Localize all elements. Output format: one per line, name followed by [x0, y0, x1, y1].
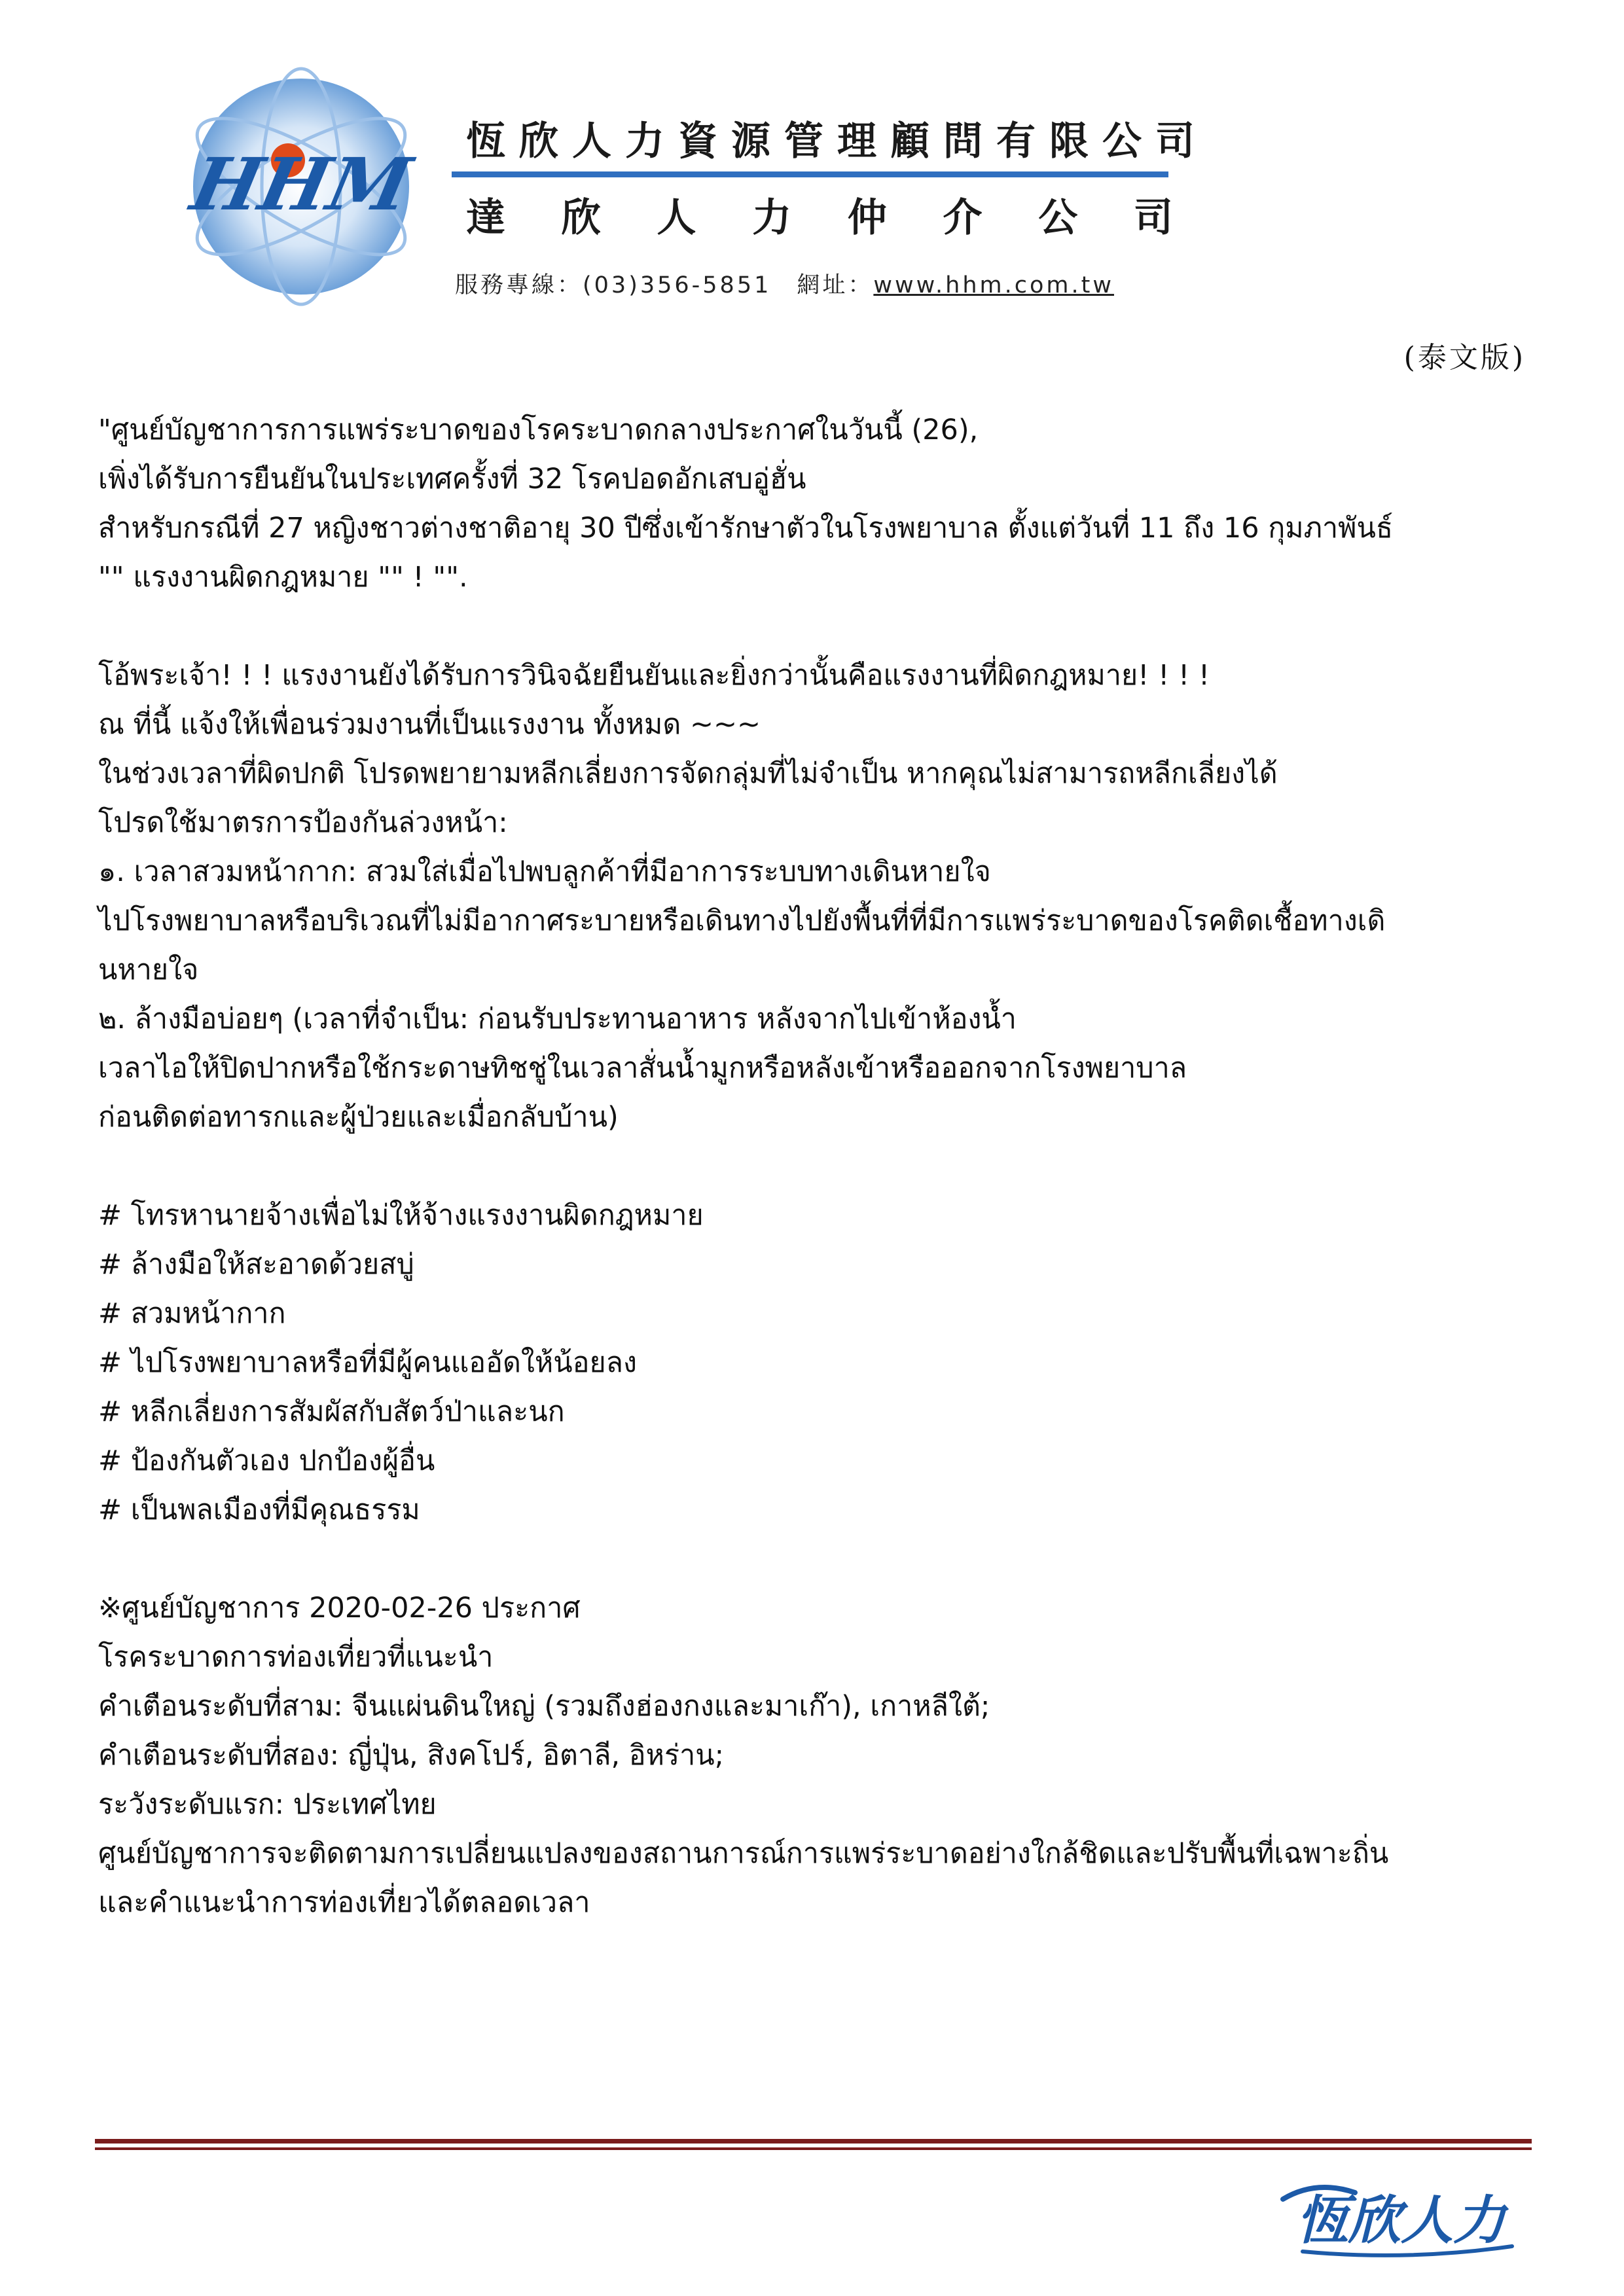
- agency-name-char: 力: [752, 195, 792, 241]
- body-line: สำหรับกรณีที่ 27 หญิงชาวต่างชาติอายุ 30 ปีซึ่งเข้ารักษาตัวในโรงพยาบาล ตั้งแต่วันที่ 11 ถึง 16 กุมภาพันธ์: [98, 512, 1394, 545]
- body-line: เวลาไอให้ปิดปากหรือใช้กระดาษทิชชู่ในเวลาสั่นน้ำมูกหรือหลังเข้าหรือออกจากโรงพยาบาล: [98, 1052, 1187, 1085]
- body-line: ※ศูนย์บัญชาการ 2020-02-26 ประกาศ: [98, 1592, 581, 1624]
- body-line: นหายใจ: [98, 954, 199, 986]
- body-line: ระวังระดับแรก: ประเทศไทย: [98, 1788, 437, 1821]
- agency-name-char: 公: [1038, 195, 1078, 241]
- body-line: โปรดใช้มาตรการป้องกันล่วงหน้า:: [98, 806, 508, 839]
- body-line: โรคระบาดการท่องเที่ยวที่แนะนำ: [98, 1641, 494, 1674]
- body-line: "ศูนย์บัญชาการการแพร่ระบาดของโรคระบาดกลางประกาศในวันนี้ (26),: [98, 414, 979, 446]
- body-line: ในช่วงเวลาที่ผิดปกติ โปรดพยายามหลีกเลี่ยงการจัดกลุ่มที่ไม่จำเป็น หากคุณไม่สามารถหลีกเลี่ยงได้: [98, 757, 1278, 790]
- website-link[interactable]: www.hhm.com.tw: [873, 272, 1114, 298]
- company-name: 恆欣人力資源管理顧問有限公司: [466, 118, 1208, 164]
- body-line: # สวมหน้ากาก: [98, 1297, 286, 1330]
- body-line: # ไปโรงพยาบาลหรือที่มีผู้คนแออัดให้น้อยลง: [98, 1346, 637, 1379]
- header-divider: [452, 171, 1168, 177]
- footer-logo: [1276, 2173, 1525, 2265]
- body-line: เพิ่งได้รับการยืนยันในประเทศครั้งที่ 32 โรคปอดอักเสบอู่ฮั่น: [98, 463, 806, 495]
- footer-logo-text: 恆欣人力: [1296, 2190, 1506, 2251]
- body-line: และคำแนะนำการท่องเที่ยวได้ตลอดเวลา: [98, 1886, 590, 1919]
- body-line: คำเตือนระดับที่สอง: ญี่ปุ่น, สิงคโปร์, อิตาลี, อิหร่าน;: [98, 1739, 725, 1772]
- agency-name-char: 達: [466, 195, 505, 241]
- version-label: (泰文版): [1403, 341, 1526, 374]
- agency-name-char: 仲: [847, 195, 887, 241]
- contact-label: 服務專線：(03)356-5851 網址：: [455, 272, 874, 298]
- body-line: ๒. ล้างมือบ่อยๆ (เวลาที่จำเป็น: ก่อนรับประทานอาหาร หลังจากไปเข้าห้องน้ำ: [98, 1003, 1017, 1035]
- body-line: # ล้างมือให้สะอาดด้วยสบู่: [98, 1248, 414, 1281]
- agency-name-char: 介: [943, 195, 983, 241]
- body-line: [98, 602, 1532, 651]
- body-line: ณ ที่นี้ แจ้งให้เพื่อนร่วมงานที่เป็นแรงงาน ทั้งหมด ~~~: [98, 708, 761, 741]
- body-line: # โทรหานายจ้างเพื่อไม่ให้จ้างแรงงานผิดกฎหมาย: [98, 1199, 704, 1232]
- body-line: โอ้พระเจ้า! ! ! แรงงานยังได้รับการวินิจฉัยยืนยันและยิ่งกว่านั้นคือแรงงานที่ผิดกฎหมาย! ! ! !: [98, 659, 1210, 692]
- body-line: ไปโรงพยาบาลหรือบริเวณที่ไม่มีอากาศระบายหรือเดินทางไปยังพื้นที่ที่มีการแพร่ระบาดของโรคติดเชื้อทางเดิ: [98, 905, 1386, 937]
- company-logo: [177, 62, 425, 311]
- footer-divider-thin: [95, 2147, 1532, 2150]
- body-line: [98, 1535, 1532, 1584]
- agency-name: [466, 187, 1173, 243]
- body-line: # หลีกเลี่ยงการสัมผัสกับสัตว์ป่าและนก: [98, 1395, 565, 1428]
- body-line: ๑. เวลาสวมหน้ากาก: สวมใส่เมื่อไปพบลูกค้าที่มีอาการระบบทางเดินหายใจ: [98, 855, 991, 888]
- body-line: ก่อนติดต่อทารกและผู้ป่วยและเมื่อกลับบ้าน): [98, 1101, 619, 1134]
- footer-divider: [95, 2139, 1532, 2144]
- agency-name-char: 司: [1133, 195, 1173, 241]
- contact-line: [455, 267, 1114, 300]
- body-line: # ป้องกันตัวเอง ปกป้องผู้อื่น: [98, 1444, 435, 1477]
- body-line: ศูนย์บัญชาการจะติดตามการเปลี่ยนแปลงของสถานการณ์การแพร่ระบาดอย่างใกล้ชิดและปรับพื้นที่เฉพาะถิ่น: [98, 1837, 1389, 1870]
- body-line: คำเตือนระดับที่สาม: จีนแผ่นดินใหญ่ (รวมถึงฮ่องกงและมาเก๊า), เกาหลีใต้;: [98, 1690, 990, 1723]
- agency-name-char: 欣: [561, 195, 601, 241]
- body-line: "" แรงงานผิดกฎหมาย "" ! "".: [98, 561, 468, 594]
- agency-name-char: 人: [657, 195, 696, 241]
- logo-mark-text: HHM: [184, 143, 418, 227]
- announcement-body: [98, 406, 1532, 1928]
- body-line: [98, 1142, 1532, 1191]
- body-line: # เป็นพลเมืองที่มีคุณธรรม: [98, 1494, 420, 1526]
